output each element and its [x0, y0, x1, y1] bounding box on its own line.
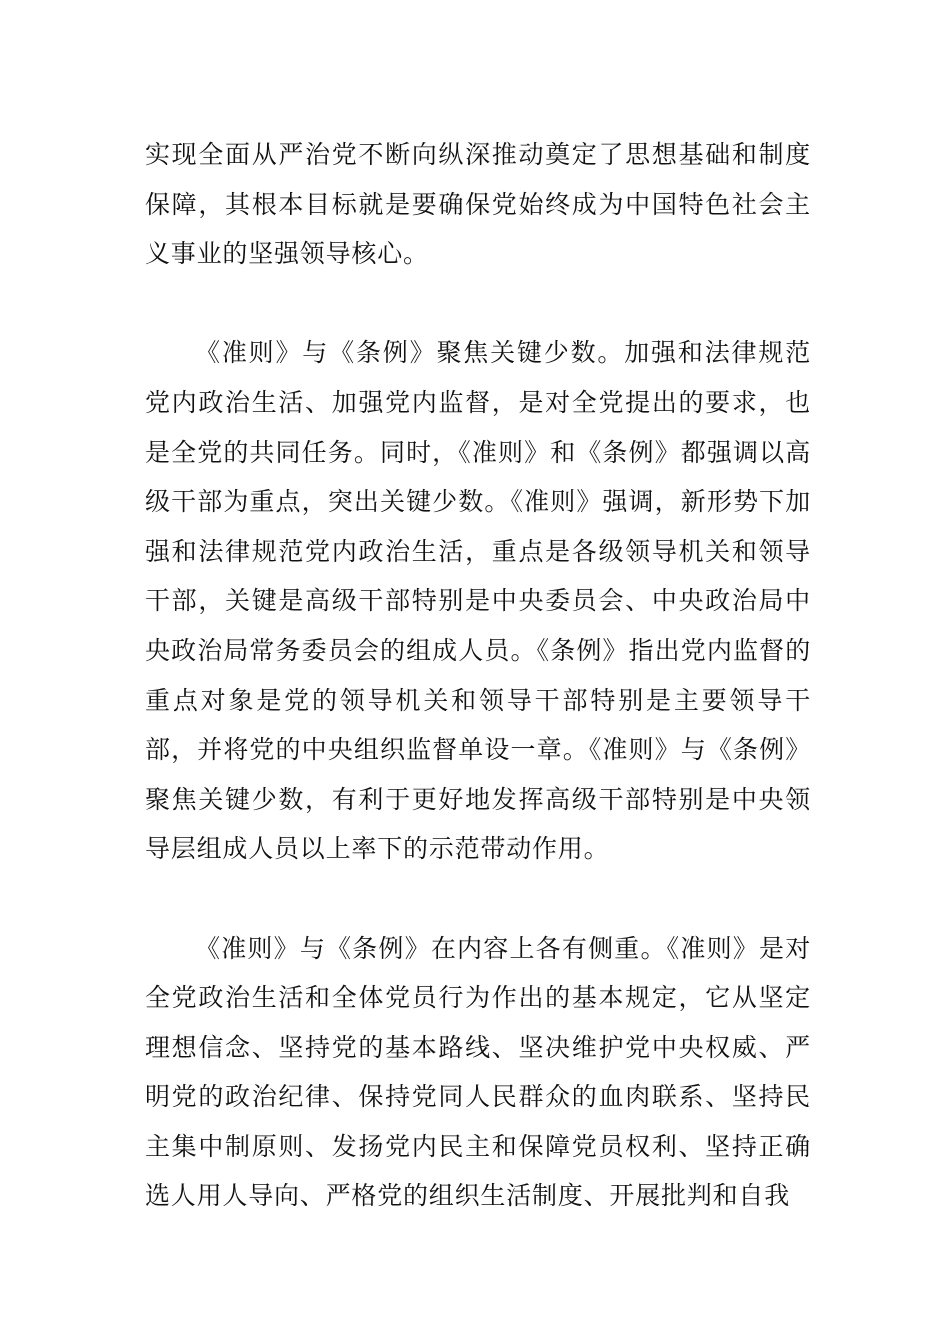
paragraph-content-focus: 《准则》与《条例》在内容上各有侧重。《准则》是对全党政治生活和全体党员行为作出的基本规定，它从坚定理想信念、坚持党的基本路线、坚决维护党中央权威、严明党的政治纪律、保持党同人民群众的血肉联系、坚持民主集中制原则、发扬党内民主和保障党员权利、坚持正确选人用人导向、严格党的组织生活制度、开展批判和自我 [145, 933, 811, 1211]
paragraph-continuation: 实现全面从严治党不断向纵深推动奠定了思想基础和制度保障，其根本目标就是要确保党始终成为中国特色社会主义事业的坚强领导核心。 [145, 140, 811, 269]
document-body [145, 130, 811, 1221]
paragraph-key-minority: 《准则》与《条例》聚焦关键少数。加强和法律规范党内政治生活、加强党内监督，是对全党提出的要求，也是全党的共同任务。同时，《准则》和《条例》都强调以高级干部为重点，突出关键少数。《准则》强调，新形势下加强和法律规范党内政治生活，重点是各级领导机关和领导干部，关键是高级干部特别是中央委员会、中央政治局中央政治局常务委员会的组成人员。《条例》指出党内监督的重点对象是党的领导机关和领导干部特别是主要领导干部，并将党的中央组织监督单设一章。《准则》与《条例》聚焦关键少数，有利于更好地发挥高级干部特别是中央领导层组成人员以上率下的示范带动作用。 [145, 338, 811, 864]
